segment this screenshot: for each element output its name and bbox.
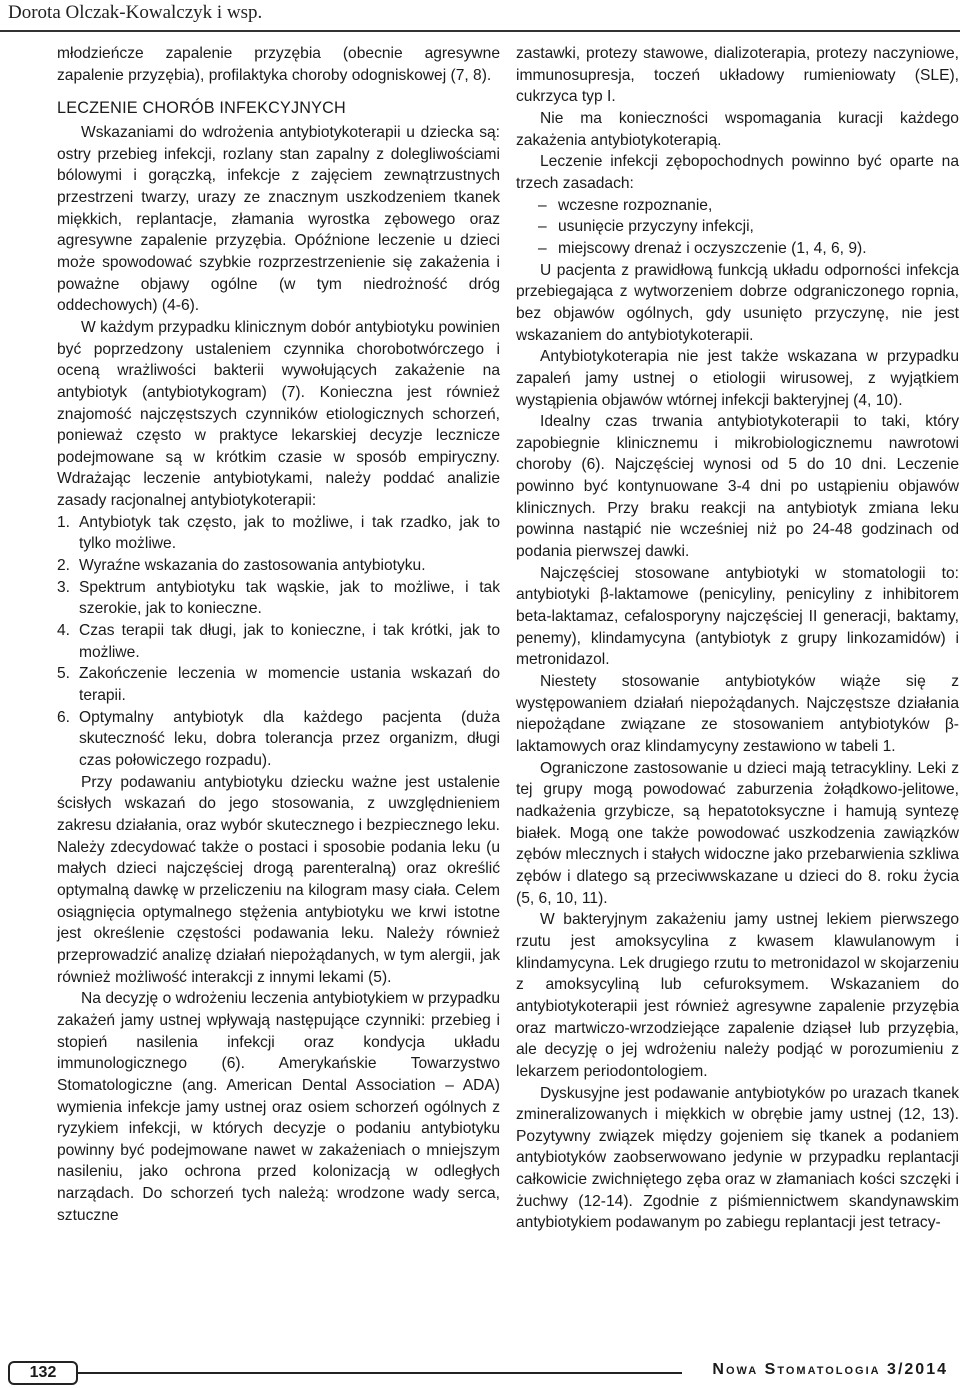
page-footer — [8, 1361, 952, 1387]
list-item-number: 3. — [57, 578, 71, 596]
journal-name: Nowa Stomatologia 3/2014 — [712, 1361, 948, 1378]
paragraph: Ograniczone zastosowanie u dzieci mają tetracykliny. Leki z tej grupy mogą powodować zaburzenia żołądkowo-jelitowe, nadkażenia grzybicze, są hepatotoksyczne i hamują syntezę białek. Mogą one także powodować uszkodzenia zawiązków zębów mlecznych i stałych widoczne jako przebarwienia szkliwa zębów i dlatego są przeciwwskazane u dzieci do 8. roku życia (5, 6, 10, 11). — [516, 759, 959, 907]
list-item — [57, 707, 500, 772]
dash-list — [516, 195, 959, 260]
list-item-number: 6. — [57, 708, 71, 726]
paragraph: Nie ma konieczności wspomagania kuracji każdego zakażenia antybiotykoterapią. — [516, 109, 959, 149]
dash-bullet-icon: – — [538, 196, 547, 214]
list-item — [57, 555, 500, 577]
list-item-number: 2. — [57, 557, 71, 575]
paragraph: Leczenie infekcji zębopochodnych powinno być oparte na trzech zasadach: — [516, 153, 959, 192]
paragraph: Dyskusyjne jest podawanie antybiotyków po urazach tkanek zmineralizowanych i miękkich w obrębie jamy ustnej (12, 13). Pozytywny związek między gojeniem się tkanek a podaniem antybiotyków zaobserwowano jedynie w przypadku replantacji całkowicie zwichniętego zęba oraz w złamaniach kości szczęki i żuchwy (12-14). Zgodnie z piśmiennictwem skandynawskim antybiotykiem podawanym po zabiegu replantacji jest tetracy- — [516, 1084, 959, 1232]
dash-bullet-icon: – — [538, 239, 547, 257]
right-column — [516, 43, 959, 1234]
paragraph: Wskazaniami do wdrożenia antybiotykoterapii u dziecka są: ostry przebieg infekcji, rozlany stan zapalny z dolegliwościami bólowymi i gorączką, infekcje z zajęciem zewnątrzustnych przestrzeni twarzy, urazy ze znacznym uszkodzeniem tkanek miękkich, replantacje, złamania wyrostka zębowego oraz agresywne zapalenie przyzębia. Opóźnione leczenie u dzieci może spowodować szybkie rozprzestrzenienie się zakażenia i poważne objawy ogólne (w tym niedrożność dróg oddechowych) (4-6). — [57, 123, 500, 315]
list-item — [57, 620, 500, 663]
paragraph: Najczęściej stosowane antybiotyki w stomatologii to: antybiotyki β-laktamowe (penicyliny, penicyliny z inhibitorem beta-laktamaz, cefalosporyny najczęściej II generacji, baktamy, penemy), klindamycyna (antybiotyk z grupy linkozamidów) i metronidazol. — [516, 564, 959, 669]
running-header-author: Dorota Olczak-Kowalczyk i wsp. — [8, 2, 263, 23]
numbered-list — [57, 512, 500, 772]
dash-list-item — [516, 216, 959, 238]
header-divider — [0, 30, 960, 32]
list-item — [57, 577, 500, 620]
list-item-number: 1. — [57, 513, 71, 531]
dash-list-item — [516, 238, 959, 260]
list-item-number: 5. — [57, 665, 71, 683]
section-heading: LECZENIE CHORÓB INFEKCYJNYCH — [57, 99, 346, 118]
dash-list-item — [516, 195, 959, 217]
dash-list-item-text: wczesne rozpoznanie, — [558, 196, 713, 214]
list-item-text: Spektrum antybiotyku tak wąskie, jak to możliwe, i tak szerokie, jak to konieczne. — [79, 578, 500, 618]
dash-bullet-icon: – — [538, 218, 547, 236]
list-item-text: Antybiotyk tak często, jak to możliwe, i tak rzadko, jak to tylko możliwe. — [79, 513, 500, 553]
list-item-number: 4. — [57, 622, 71, 640]
paragraph: Na decyzję o wdrożeniu leczenia antybiotykiem w przypadku zakażeń jamy ustnej wpływają następujące czynniki: przebieg i stopień nasilenia infekcji oraz kondycja układu immunologicznego (6). Amerykańskie Towarzystwo Stomatologiczne (ang. American Dental Association – ADA) wymienia infekcje jamy ustnej oraz osiem schorzeń ogólnych z ryzykiem infekcji, w których decyzje o podaniu antybiotyku powinny być podejmowane nawet w zakażeniach o mniejszym nasileniu, jako ochrona przed kolonizacją w odległych narządach. Do schorzeń tych należą: wrodzone wady serca, sztuczne — [57, 990, 500, 1224]
list-item-text: Czas terapii tak długi, jak to konieczne, i tak krótki, jak to możliwe. — [79, 622, 500, 661]
paragraph: Przy podawaniu antybiotyku dziecku ważne jest ustalenie ścisłych wskazań do jego stosowania, z uwzględnieniem zakresu działania, oraz wybór skutecznego i bezpiecznego leku. Należy zdecydować także o postaci i sposobie podania leku (u małych dzieci najczęściej drogą parenteralną) oraz określić optymalną dawkę w przeliczeniu na kilogram masy ciała. Celem osiągnięcia optymalnego stężenia antybiotyku we krwi istotne jest określenie częstości podawania leku. Należy również przeprowadzić analizę działań niepożądanych, w tym alergii, jak również możliwość interakcji z innymi lekami (5). — [57, 773, 500, 986]
paragraph: W bakteryjnym zakażeniu jamy ustnej lekiem pierwszego rzutu jest amoksycylina z kwasem klawulanowym i klindamycyna. Lek drugiego rzutu to metronidazol w skojarzeniu z amoksycyliną lub cefuroksymem. Wskazaniem do antybiotykoterapii jest również agresywne zapalenie przyzębia oraz martwiczo-wrzodziejące zapalenie dziąseł lub przyzębia, ale decyzję o jej wdrożeniu należy podjąć w porozumieniu z lekarzem periodontologiem. — [516, 911, 959, 1080]
dash-list-item-text: miejscowy drenaż i oczyszczenie (1, 4, 6, 9). — [558, 239, 867, 257]
paragraph: U pacjenta z prawidłową funkcją układu odporności infekcja przebiegająca z wytworzeniem dobrze odgraniczonego ropnia, bez objawów ogólnych, gdy usunięto przyczynę, nie jest wskazaniem do antybiotykoterapii. — [516, 261, 959, 344]
page-number: 132 — [8, 1361, 78, 1385]
left-column — [57, 43, 500, 1226]
list-item-text: Zakończenie leczenia w momencie ustania wskazań do terapii. — [79, 665, 500, 705]
dash-list-item-text: usunięcie przyczyny infekcji, — [558, 218, 754, 236]
paragraph: Idealny czas trwania antybiotykoterapii to taki, który zapobiegnie klinicznemu i mikrobiologicznemu nawrotowi choroby (6). Najczęściej wynosi od 5 do 10 dni. Leczenie powinno być kontynuowane 3-4 dni po ustąpieniu objawów klinicznych. Przy braku reakcji na antybiotyk zmiana leku powinna nastąpić nie wcześniej niż po 24-48 godzinach od podania pierwszej dawki. — [516, 413, 959, 561]
paragraph: Niestety stosowanie antybiotyków wiąże się z występowaniem działań niepożądanych. Najczęstsze działania niepożądane związane ze stosowaniem antybiotyków β-laktamowych oraz klindamycyny zestawiono w tabeli 1. — [516, 673, 959, 755]
list-item-text: Optymalny antybiotyk dla każdego pacjenta (duża skuteczność leku, dobra tolerancja przez organizm, długi czas połowiczego rozpadu). — [79, 708, 500, 769]
list-item — [57, 512, 500, 555]
paragraph: zastawki, protezy stawowe, dializoterapia, protezy naczyniowe, immunosupresja, toczeń układowy rumieniowaty (SLE), cukrzyca typ I. — [516, 45, 959, 106]
paragraph: W każdym przypadku klinicznym dobór antybiotyku powinien być poprzedzony ustaleniem czynnika chorobotwórczego i oceną wrażliwości bakterii wywołujących zakażenie na antybiotyk (antybiotykogram) (7). Konieczna jest również znajomość najczęstszych czynników etiologicznych schorzeń, ponieważ często w praktyce lekarskiej decyzje lecznicze podejmowane są w krótkim czasie w sposób empiryczny. Wdrażając leczenie antybiotykami, należy poddać analizie zasady racjonalnej antybiotykoterapii: — [57, 318, 500, 510]
paragraph: młodzieńcze zapalenie przyzębia (obecnie agresywne zapalenie przyzębia), profilaktyka choroby odogniskowej (7, 8). — [57, 45, 500, 84]
paragraph: Antybiotykoterapia nie jest także wskazana w przypadku zapaleń jamy ustnej o etiologii wirusowej, z wyjątkiem wystąpienia objawów wtórnej infekcji bakteryjnej (4, 10). — [516, 348, 959, 409]
footer-divider — [78, 1372, 682, 1374]
list-item — [57, 663, 500, 706]
list-item-text: Wyraźne wskazania do zastosowania antybiotyku. — [79, 557, 426, 575]
